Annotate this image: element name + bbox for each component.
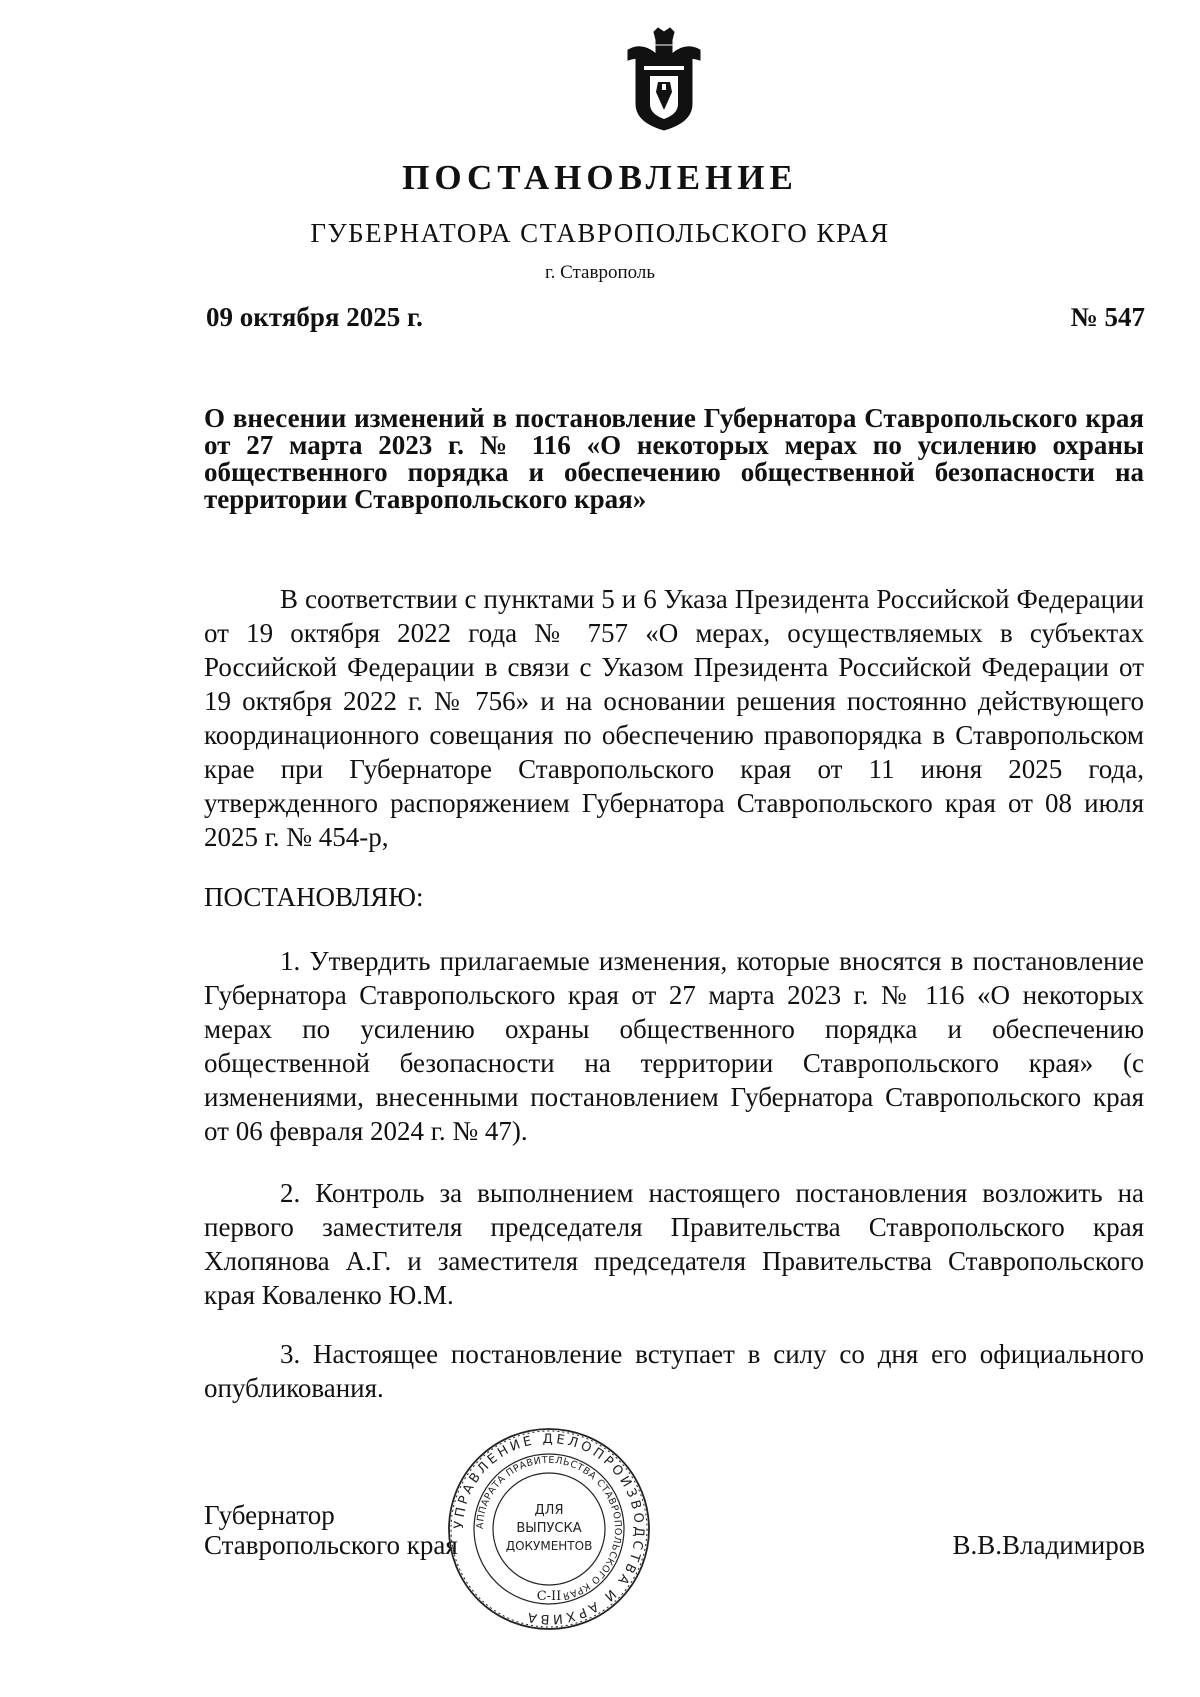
- document-date: 09 октября 2025 г.: [206, 302, 423, 332]
- stamp-outer-text: УПРАВЛЕНИЕ ДЕЛОПРОИЗВОДСТВА И АРХИВА: [451, 1431, 647, 1627]
- stavropol-coat-of-arms-icon: [620, 26, 708, 134]
- paragraph-2: 2. Контроль за выполнением настоящего постановления возложить на первого заместителя председателя Правительства Ставропольского края Хлопянова А.Г. и заместителя председателя Правительства Ставропольского края Коваленко Ю.М.: [204, 1178, 1144, 1310]
- official-stamp: [444, 1424, 654, 1634]
- document-title: ПОСТАНОВЛЕНИЕ: [402, 158, 798, 197]
- stamp-center-line-1: ДЛЯ: [534, 1503, 564, 1518]
- document-number: № 547: [1070, 302, 1145, 332]
- stamp-code: С-II: [536, 1589, 562, 1604]
- stamp-inner-ring-text: АППАРАТА ПРАВИТЕЛЬСТВА СТАВРОПОЛЬСКОГО КРАЯ: [474, 1454, 624, 1602]
- paragraph-1: 1. Утвердить прилагаемые изменения, которые вносятся в постановление Губернатора Ставропольского края от 27 марта 2023 г. № 116 «О некоторых мерах по усилению охраны общественного порядка и обеспечению общественной безопасности на территории Ставропольского края» (с изменениями, внесенными постановлением Губернатора Ставропольского края от 06 февраля 2024 г. № 47).: [204, 946, 1144, 1146]
- stamp-center-line-2: ВЫПУСКА: [516, 1521, 582, 1536]
- decree-heading: ПОСТАНОВЛЯЮ:: [204, 882, 424, 912]
- paragraph-3: 3. Настоящее постановление вступает в силу со дня его официального опубликования.: [204, 1339, 1144, 1403]
- issuer-title: ГУБЕРНАТОРА СТАВРОПОЛЬСКОГО КРАЯ: [310, 218, 890, 248]
- signatory-name: В.В.Владимиров: [952, 1530, 1145, 1560]
- signatory-position: [204, 1500, 458, 1560]
- stamp-center-line-3: ДОКУМЕНТОВ: [505, 1539, 593, 1553]
- signatory-position-line-2: Ставропольского края: [204, 1530, 458, 1560]
- signatory-position-line-1: Губернатор: [204, 1500, 335, 1530]
- city-label: г. Ставрополь: [544, 262, 656, 283]
- document-subject: О внесении изменений в постановление Губернатора Ставропольского края от 27 марта 2023 г. № 116 «О некоторых мерах по усилению охраны общественного порядка и обеспечению общественной безопасности на территории Ставропольского края»: [204, 403, 1144, 514]
- basis-paragraph: В соответствии с пунктами 5 и 6 Указа Президента Российской Федерации от 19 октября 2022 года № 757 «О мерах, осуществляемых в субъектах Российской Федерации в связи с Указом Президента Российской Федерации от 19 октября 2022 г. № 756» и на основании решения постоянно действующего координационного совещания по обеспечению правопорядка в Ставропольском крае при Губернаторе Ставропольского края от 11 июня 2025 года, утвержденного распоряжением Губернатора Ставропольского края от 08 июля 2025 г. № 454-р,: [204, 584, 1144, 852]
